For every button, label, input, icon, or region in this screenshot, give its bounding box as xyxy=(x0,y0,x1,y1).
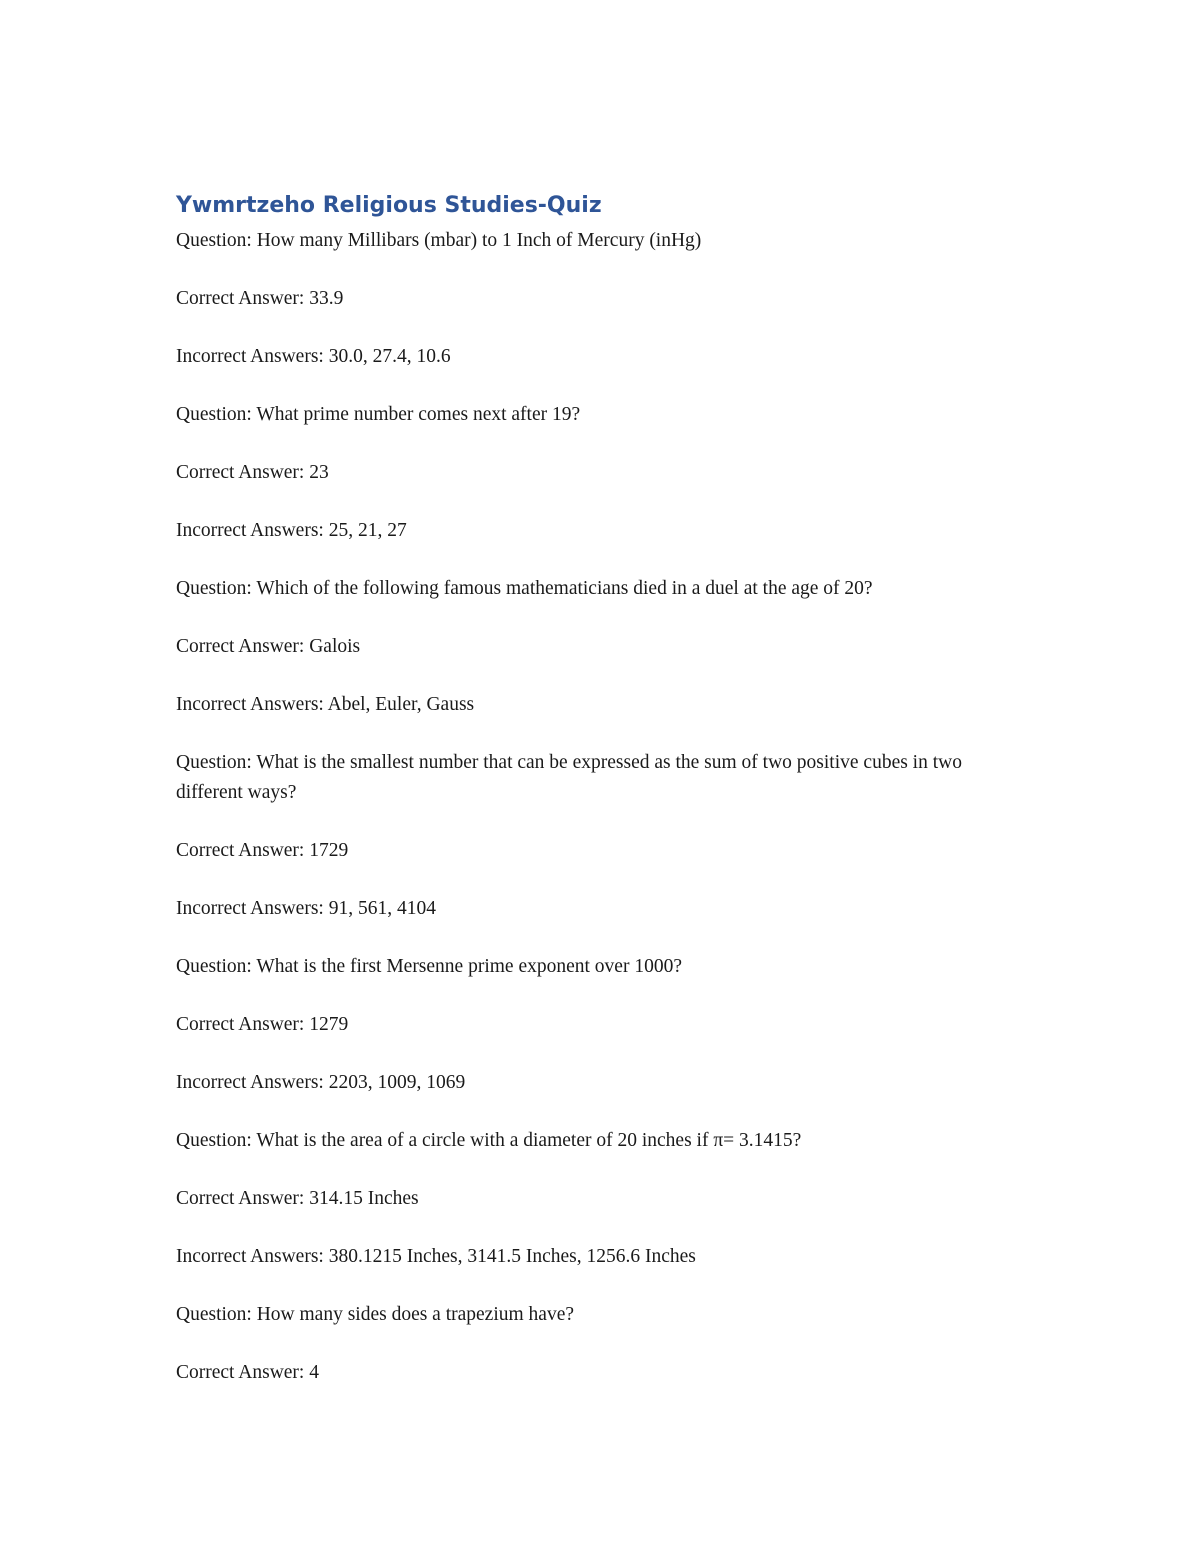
question-text: Question: What is the first Mersenne prime exponent over 1000? xyxy=(176,956,682,977)
incorrect-answers-text: Incorrect Answers: 30.0, 27.4, 10.6 xyxy=(176,346,451,367)
incorrect-answers-text: Incorrect Answers: Abel, Euler, Gauss xyxy=(176,694,475,715)
question-text: Question: How many sides does a trapezium have? xyxy=(176,1304,575,1325)
qa-item-7 xyxy=(176,1300,1016,1388)
correct-answer-text: Correct Answer: 1279 xyxy=(176,1014,349,1035)
correct-answer-text: Correct Answer: 23 xyxy=(176,462,329,483)
incorrect-answers-text: Incorrect Answers: 91, 561, 4104 xyxy=(176,898,436,919)
question-text: Question: What is the area of a circle with a diameter of 20 inches if π= 3.1415? xyxy=(176,1130,802,1151)
document-title: Ywmrtzeho Religious Studies-Quiz xyxy=(176,193,602,218)
document-page xyxy=(176,190,1016,1416)
qa-item-1 xyxy=(176,226,1016,372)
question-text: Question: How many Millibars (mbar) to 1 Inch of Mercury (inHg) xyxy=(176,230,702,251)
question-text: Question: What is the smallest number that can be expressed as the sum of two positive cubes in two different ways? xyxy=(176,752,962,803)
correct-answer-text: Correct Answer: 33.9 xyxy=(176,288,344,309)
qa-item-5 xyxy=(176,952,1016,1098)
correct-answer-text: Correct Answer: 314.15 Inches xyxy=(176,1188,419,1209)
correct-answer-text: Correct Answer: 4 xyxy=(176,1362,319,1383)
question-text: Question: What prime number comes next after 19? xyxy=(176,404,581,425)
question-text: Question: Which of the following famous mathematicians died in a duel at the age of 20? xyxy=(176,578,873,599)
qa-item-6 xyxy=(176,1126,1016,1272)
incorrect-answers-text: Incorrect Answers: 380.1215 Inches, 3141.5 Inches, 1256.6 Inches xyxy=(176,1246,696,1267)
correct-answer-text: Correct Answer: Galois xyxy=(176,636,361,657)
incorrect-answers-text: Incorrect Answers: 25, 21, 27 xyxy=(176,520,407,541)
qa-item-4 xyxy=(176,748,1016,924)
correct-answer-text: Correct Answer: 1729 xyxy=(176,840,349,861)
qa-item-3 xyxy=(176,574,1016,720)
incorrect-answers-text: Incorrect Answers: 2203, 1009, 1069 xyxy=(176,1072,466,1093)
qa-item-2 xyxy=(176,400,1016,546)
